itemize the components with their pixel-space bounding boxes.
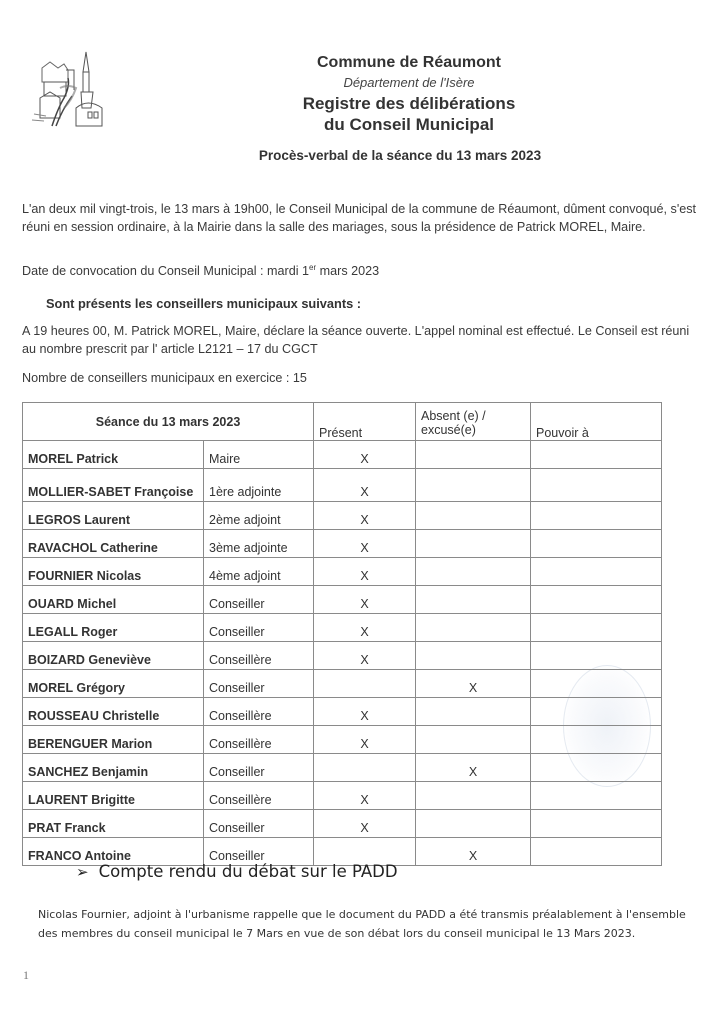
absent-mark (416, 586, 531, 614)
table-row (23, 642, 662, 670)
proxy-cell (531, 441, 662, 469)
absent-mark (416, 502, 531, 530)
member-name: LAURENT Brigitte (23, 782, 204, 810)
table-row (23, 754, 662, 782)
table-row (23, 670, 662, 698)
register-title-line1: Registre des délibérations (302, 94, 516, 113)
proxy-cell (531, 642, 662, 670)
table-row (23, 810, 662, 838)
table-row (23, 558, 662, 586)
section-heading (76, 862, 398, 881)
present-heading: Sont présents les conseillers municipaux suivants : (46, 296, 362, 311)
absent-mark (416, 614, 531, 642)
member-role: 2ème adjoint (204, 502, 314, 530)
member-role: 3ème adjointe (204, 530, 314, 558)
member-name: FOURNIER Nicolas (23, 558, 204, 586)
absent-mark (416, 530, 531, 558)
member-name: RAVACHOL Catherine (23, 530, 204, 558)
member-name: LEGROS Laurent (23, 502, 204, 530)
present-mark (314, 670, 416, 698)
proxy-cell (531, 586, 662, 614)
proxy-cell (531, 558, 662, 586)
department-name: Département de l'Isère (343, 75, 475, 90)
member-role: Conseillère (204, 726, 314, 754)
member-name: BOIZARD Geneviève (23, 642, 204, 670)
present-mark: X (314, 782, 416, 810)
table-row (23, 502, 662, 530)
present-mark: X (314, 726, 416, 754)
header-absent-line2: excusé(e) (421, 423, 476, 437)
convocation-sup: er (309, 263, 317, 272)
present-mark: X (314, 441, 416, 469)
header-pouvoir: Pouvoir à (531, 403, 662, 441)
attendance-table (22, 402, 662, 866)
member-role: Maire (204, 441, 314, 469)
table-header-row (23, 403, 662, 441)
member-name: FRANCO Antoine (23, 838, 204, 866)
member-role: Conseiller (204, 670, 314, 698)
member-name: PRAT Franck (23, 810, 204, 838)
present-mark (314, 754, 416, 782)
register-title (230, 93, 588, 135)
table-row (23, 586, 662, 614)
proxy-cell (531, 782, 662, 810)
table-row (23, 782, 662, 810)
convocation-date (22, 259, 702, 280)
proxy-cell (531, 530, 662, 558)
present-mark: X (314, 586, 416, 614)
member-name: SANCHEZ Benjamin (23, 754, 204, 782)
header-absent-line1: Absent (e) / (421, 409, 486, 423)
member-name: ROUSSEAU Christelle (23, 698, 204, 726)
member-role: 4ème adjoint (204, 558, 314, 586)
member-role: 1ère adjointe (204, 469, 314, 502)
table-row (23, 698, 662, 726)
arrow-bullet-icon: ➢ (76, 863, 89, 881)
register-title-line2: du Conseil Municipal (323, 115, 494, 134)
table-row (23, 614, 662, 642)
proxy-cell (531, 838, 662, 866)
absent-mark (416, 698, 531, 726)
member-role: Conseiller (204, 614, 314, 642)
present-mark: X (314, 614, 416, 642)
absent-mark (416, 558, 531, 586)
member-role: Conseiller (204, 586, 314, 614)
table-row (23, 469, 662, 502)
absent-mark (416, 642, 531, 670)
present-mark: X (314, 469, 416, 502)
member-role: Conseiller (204, 810, 314, 838)
member-role: Conseillère (204, 642, 314, 670)
present-mark: X (314, 642, 416, 670)
member-role: Conseillère (204, 698, 314, 726)
absent-mark (416, 469, 531, 502)
intro-paragraph: L'an deux mil vingt-trois, le 13 mars à 19h00, le Conseil Municipal de la commune de Réaumont, dûment convoqué, s'est réuni en session ordinaire, à la Mairie dans la salle des mariages, sous la présidence de Patrick MOREL, Maire. (22, 202, 697, 234)
present-mark: X (314, 558, 416, 586)
member-name: LEGALL Roger (23, 614, 204, 642)
absent-mark: X (416, 670, 531, 698)
convocation-suffix: mars 2023 (316, 264, 380, 279)
opening-paragraph: A 19 heures 00, M. Patrick MOREL, Maire, déclare la séance ouverte. L'appel nominal est effectué. Le Conseil est réuni au nombre prescrit par l' article L2121 – 17 du CGCT (22, 324, 690, 356)
member-name: OUARD Michel (23, 586, 204, 614)
member-name: MOREL Grégory (23, 670, 204, 698)
village-church-drawing-icon (28, 48, 118, 130)
proxy-cell (531, 810, 662, 838)
header-absent (416, 403, 531, 441)
absent-mark (416, 726, 531, 754)
member-name: BERENGUER Marion (23, 726, 204, 754)
proxy-cell (531, 502, 662, 530)
section-paragraph: Nicolas Fournier, adjoint à l'urbanisme rappelle que le document du PADD a été transmis préalablement à l'ensemble des membres du conseil municipal le 7 Mars en vue de son débat lors du conseil municipal le 13 Mars 2023. (38, 908, 686, 940)
header-seance: Séance du 13 mars 2023 (23, 403, 314, 441)
council-count: Nombre de conseillers municipaux en exercice : 15 (22, 371, 307, 385)
member-role: Conseiller (204, 838, 314, 866)
minutes-title: Procès-verbal de la séance du 13 mars 2023 (258, 148, 542, 163)
table-row (23, 441, 662, 469)
absent-mark (416, 782, 531, 810)
proxy-cell (531, 698, 662, 726)
convocation-prefix: Date de convocation du Conseil Municipal : mardi 1 (22, 264, 310, 279)
present-mark: X (314, 530, 416, 558)
commune-name: Commune de Réaumont (316, 54, 501, 71)
member-role: Conseillère (204, 782, 314, 810)
present-mark: X (314, 698, 416, 726)
section-title: Compte rendu du débat sur le PADD (98, 862, 398, 881)
proxy-cell (531, 726, 662, 754)
absent-mark (416, 810, 531, 838)
proxy-cell (531, 469, 662, 502)
member-name: MOREL Patrick (23, 441, 204, 469)
table-row (23, 530, 662, 558)
table-row (23, 726, 662, 754)
proxy-cell (531, 614, 662, 642)
absent-mark (416, 441, 531, 469)
proxy-cell (531, 670, 662, 698)
proxy-cell (531, 754, 662, 782)
present-mark: X (314, 502, 416, 530)
page-number: 1 (23, 968, 29, 982)
member-name: MOLLIER-SABET Françoise (23, 469, 204, 502)
member-role: Conseiller (204, 754, 314, 782)
absent-mark: X (416, 754, 531, 782)
header-present: Présent (314, 403, 416, 441)
present-mark: X (314, 810, 416, 838)
absent-mark: X (416, 838, 531, 866)
